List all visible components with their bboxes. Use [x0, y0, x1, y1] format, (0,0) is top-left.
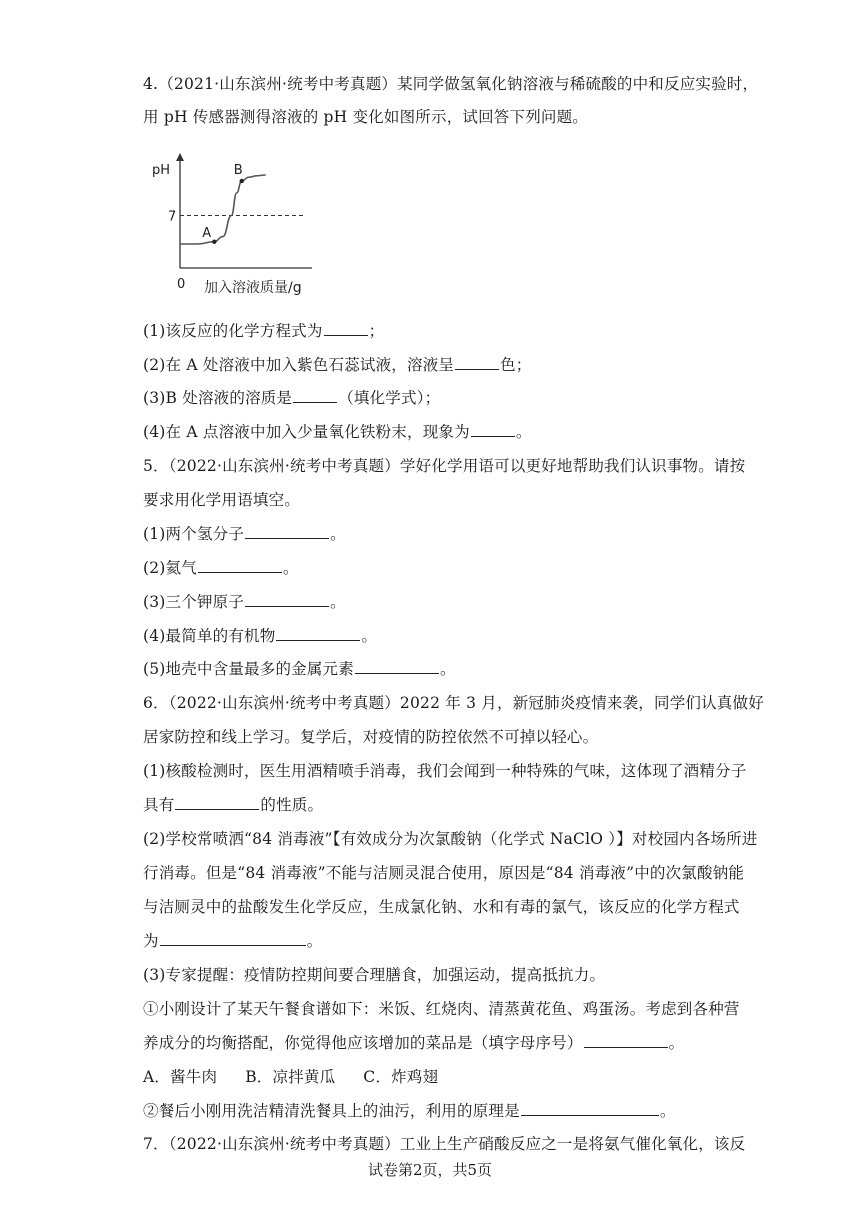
q5-sub-4-text: (4)最简单的有机物	[143, 627, 276, 645]
option-c[interactable]: C．炸鸡翅	[363, 1068, 439, 1086]
q6-part-2-end: 。	[306, 932, 323, 950]
q5-sub-5	[143, 659, 456, 679]
origin-label: 0	[177, 277, 186, 292]
q6-stem-line-2: 居家防控和线上学习。复学后，对疫情的防控依然不可掉以轻心。	[143, 728, 599, 746]
q6-part-1-end: 的性质。	[260, 796, 324, 814]
q4-sub-4-end: 。	[515, 423, 532, 441]
q5-sub-1-text: (1)两个氢分子	[143, 525, 245, 543]
reference-tick-label: 7	[168, 209, 177, 225]
q6-part-3a-line-2	[143, 1033, 684, 1053]
q5-sub-5-text: (5)地壳中含量最多的金属元素	[143, 660, 354, 678]
point-b	[240, 179, 244, 183]
q4-sub-1	[143, 321, 384, 341]
q4-sub-1-text: (1)该反应的化学方程式为	[143, 322, 323, 340]
q5-sub-5-end: 。	[439, 660, 456, 678]
q5-sub-3-text: (3)三个钾原子	[143, 593, 245, 611]
q5-sub-4-end: 。	[361, 627, 378, 645]
q4-sub-1-end: ；	[368, 322, 385, 340]
q5-sub-3-end: 。	[330, 593, 346, 611]
q4-stem-line-2: 用 pH 传感器测得溶液的 pH 变化如图所示，试回答下列问题。	[143, 108, 588, 126]
option-a[interactable]: A．酱牛肉	[143, 1068, 218, 1086]
q7-stem-line-1: 7．（2022·山东滨州·统考中考真题）工业上生产硝酸反应之一是将氨气催化氧化，该反	[143, 1135, 746, 1153]
q5-sub-1-end: 。	[330, 525, 346, 543]
q5-stem-line-1: 5．（2022·山东滨州·统考中考真题）学好化学用语可以更好地帮助我们认识事物。请按	[143, 457, 746, 475]
q6-part-3a-text: 养成分的均衡搭配，你觉得他应该增加的菜品是（填字母序号）	[143, 1034, 583, 1052]
q6-part-3-line-1: (3)专家提醒：疫情防控期间要合理膳食，加强运动，提高抵抗力。	[143, 966, 606, 984]
q4-sub-2	[143, 355, 532, 375]
q6-part-3a-line-1: ①小刚设计了某天午餐食谱如下：米饭、红烧肉、清蒸黄花鱼、鸡蛋汤。考虑到各种营	[143, 1000, 740, 1018]
q5-sub-2	[143, 558, 299, 578]
answer-blank[interactable]	[521, 1101, 659, 1116]
y-axis-arrow	[176, 153, 184, 161]
q4-sub-3	[143, 388, 440, 408]
answer-blank[interactable]	[355, 659, 439, 674]
q6-part-2-line-2: 行消毒。但是“84 消毒液”不能与洁厕灵混合使用，原因是“84 消毒液”中的次氯酸钠能	[143, 864, 745, 882]
answer-blank[interactable]	[245, 524, 329, 539]
answer-blank[interactable]	[293, 388, 337, 403]
answer-blank[interactable]	[324, 321, 368, 336]
q4-sub-3-end: （填化学式）；	[338, 389, 441, 407]
q6-options	[143, 1067, 466, 1087]
option-b[interactable]: B．凉拌黄瓜	[245, 1068, 336, 1086]
point-a	[212, 240, 216, 244]
q5-stem-line-2: 要求用化学用语填空。	[143, 491, 301, 509]
q4-sub-4-text: (4)在 A 点溶液中加入少量氧化铁粉末，现象为	[143, 423, 470, 441]
q4-sub-2-text: (2)在 A 处溶液中加入紫色石蕊试液，溶液呈	[143, 356, 455, 374]
answer-blank[interactable]	[471, 422, 515, 437]
y-axis-label: pH	[152, 163, 171, 178]
q4-sub-3-text: (3)B 处溶液的溶质是	[143, 389, 293, 407]
q4-sub-4	[143, 422, 532, 442]
answer-blank[interactable]	[276, 626, 360, 641]
ph-curve	[180, 175, 266, 244]
answer-blank[interactable]	[175, 795, 259, 810]
q5-sub-3	[143, 592, 346, 612]
q5-sub-1	[143, 524, 346, 544]
answer-blank[interactable]	[198, 558, 282, 573]
q5-sub-2-end: 。	[282, 559, 299, 577]
point-a-label: A	[202, 225, 212, 241]
x-axis-label: 加入溶液质量/g	[204, 280, 302, 296]
q6-part-1-text: 具有	[143, 796, 175, 814]
point-b-label: B	[233, 163, 243, 178]
answer-blank[interactable]	[584, 1033, 668, 1048]
answer-blank[interactable]	[245, 592, 329, 607]
page-footer: 试卷第2页，共5页	[367, 1161, 493, 1179]
q6-part-2-line-3: 与洁厕灵中的盐酸发生化学反应，生成氯化钠、水和有毒的氯气，该反应的化学方程式	[143, 898, 740, 916]
q5-sub-2-text: (2)氦气	[143, 559, 197, 577]
q6-part-3a-end: 。	[668, 1034, 685, 1052]
q6-part-2-line-1: (2)学校常喷洒“84 消毒液”【有效成分为次氯酸钠（化学式 NaClO ）】对校园内各场所进	[143, 830, 758, 848]
answer-blank[interactable]	[160, 931, 306, 946]
q6-part-1-line-2	[143, 795, 323, 815]
q6-part-2-text: 为	[143, 932, 159, 950]
q6-part-3b-end: 。	[659, 1102, 676, 1120]
q5-sub-4	[143, 626, 377, 646]
q4-sub-2-end: 色；	[500, 356, 532, 374]
q6-part-2-line-4	[143, 931, 322, 951]
q6-part-1-line-1: (1)核酸检测时，医生用酒精喷手消毒，我们会闻到一种特殊的气味，这体现了酒精分子	[143, 762, 747, 780]
answer-blank[interactable]	[455, 355, 499, 370]
ph-chart	[150, 148, 320, 298]
q6-part-3b-text: ②餐后小刚用洗洁精清洗餐具上的油污，利用的原理是	[143, 1102, 520, 1120]
q4-stem-line-1: 4.（2021·山东滨州·统考中考真题）某同学做氢氧化钠溶液与稀硫酸的中和反应实验时，	[143, 75, 759, 93]
q6-part-3b	[143, 1101, 676, 1121]
q6-stem-line-1: 6．（2022·山东滨州·统考中考真题）2022 年 3 月，新冠肺炎疫情来袭，同学们认真做好	[143, 694, 764, 712]
